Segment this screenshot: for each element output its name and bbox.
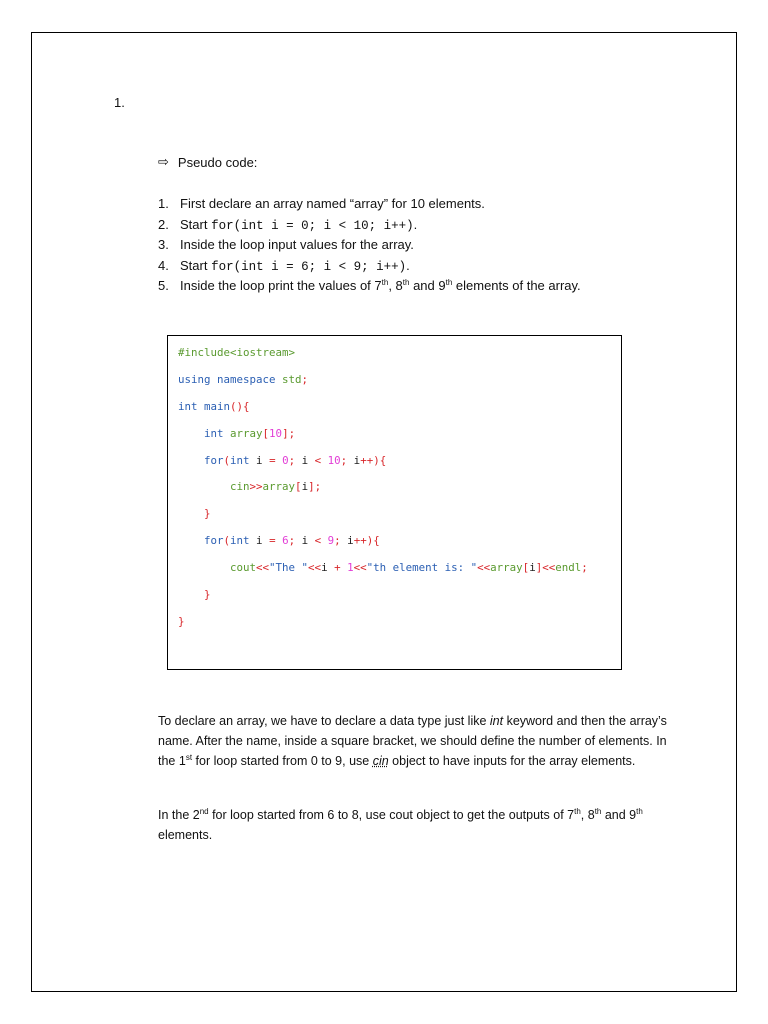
code-token: int bbox=[230, 453, 250, 467]
step-number: 4. bbox=[158, 257, 169, 273]
code-line bbox=[178, 394, 588, 421]
code-line bbox=[178, 555, 588, 582]
code-token: i bbox=[301, 453, 315, 467]
superscript: th bbox=[574, 807, 581, 816]
code-token: using namespace bbox=[178, 372, 276, 386]
superscript: st bbox=[185, 753, 193, 762]
code-line bbox=[178, 474, 588, 501]
code-token: << bbox=[542, 561, 556, 575]
step-number: 2. bbox=[158, 216, 169, 232]
code-token: ; bbox=[581, 561, 588, 575]
cin-keyword: cin bbox=[372, 754, 389, 768]
code-token: ]; bbox=[282, 426, 296, 440]
code-line bbox=[178, 421, 588, 448]
explanation-paragraph bbox=[158, 711, 668, 771]
paragraph-text: for loop started from 6 to 8, use cout object to get the outputs of 7 bbox=[208, 808, 575, 822]
step-text: elements of the array. bbox=[452, 278, 581, 293]
step-number: 5. bbox=[158, 278, 169, 293]
code-token: = bbox=[269, 453, 276, 467]
code-block bbox=[167, 335, 622, 670]
code-token: array bbox=[262, 480, 296, 494]
paragraph-text: To declare an array, we have to declare a data type just like bbox=[158, 714, 490, 728]
code-token: i bbox=[301, 534, 315, 548]
code-token: [ bbox=[522, 561, 530, 575]
step-text: Inside the loop input values for the array. bbox=[180, 237, 414, 252]
step-number: 1. bbox=[158, 196, 169, 211]
code-token: >> bbox=[249, 480, 263, 494]
code-token: "th element is: " bbox=[366, 561, 478, 575]
code-token: = bbox=[269, 534, 276, 548]
code-token: ; bbox=[288, 534, 302, 548]
code-token: ]; bbox=[308, 480, 322, 494]
step-code: for(int i = 0; i < 10; i++) bbox=[211, 218, 414, 233]
code-token: + bbox=[334, 561, 341, 575]
code-line bbox=[178, 448, 588, 475]
code-token: 6 bbox=[275, 534, 289, 548]
code-token: cin bbox=[178, 480, 250, 494]
step-item bbox=[158, 256, 581, 277]
int-keyword: int bbox=[489, 714, 504, 728]
code-token: << bbox=[353, 561, 367, 575]
code-token: int bbox=[178, 426, 224, 440]
code-token: } bbox=[178, 507, 211, 521]
superscript: th bbox=[636, 807, 643, 816]
code-token: 10 bbox=[269, 426, 283, 440]
code-token: ; bbox=[340, 453, 354, 467]
paragraph-text: keyword and then the array’s name. After the name, inside a square bracket, we should define the number of elements. In the 1 bbox=[158, 714, 667, 768]
code-token: < bbox=[314, 453, 322, 467]
explanation-paragraph bbox=[158, 805, 668, 845]
code-token: (){ bbox=[230, 399, 250, 413]
code-token: << bbox=[308, 561, 322, 575]
code-token: 0 bbox=[275, 453, 289, 467]
code-line bbox=[178, 582, 588, 609]
paragraph-text: , 8 bbox=[580, 808, 595, 822]
code-token: i bbox=[249, 534, 270, 548]
code-token: 10 bbox=[321, 453, 341, 467]
pseudo-code-heading bbox=[158, 154, 257, 170]
step-code: for(int i = 6; i < 9; i++) bbox=[211, 259, 407, 274]
code-token: << bbox=[256, 561, 270, 575]
code-token: } bbox=[178, 588, 211, 602]
code-token: cout bbox=[178, 561, 257, 575]
step-text: Start bbox=[180, 257, 212, 273]
code-listing bbox=[178, 340, 588, 636]
code-token: for bbox=[178, 453, 224, 467]
step-text: Start bbox=[180, 216, 212, 232]
step-text: . bbox=[413, 216, 418, 232]
code-line bbox=[178, 501, 588, 528]
paragraph-text: In the 2 bbox=[158, 808, 200, 822]
code-token: 9 bbox=[321, 534, 335, 548]
step-item bbox=[158, 276, 581, 297]
code-line bbox=[178, 609, 588, 636]
step-text: , 8 bbox=[388, 278, 403, 293]
paragraph-text: for loop started from 0 to 9, use bbox=[192, 754, 373, 768]
code-token: for bbox=[178, 534, 224, 548]
code-token: i bbox=[347, 534, 354, 548]
pseudo-code-title: Pseudo code: bbox=[177, 154, 258, 170]
code-token: < bbox=[314, 534, 322, 548]
superscript: th bbox=[381, 278, 389, 287]
step-text: and 9 bbox=[409, 278, 446, 293]
code-token: i bbox=[301, 480, 309, 494]
paragraph-text: and 9 bbox=[601, 808, 637, 822]
code-token: ( bbox=[223, 534, 231, 548]
code-token: 1 bbox=[340, 561, 354, 575]
step-item bbox=[158, 215, 581, 236]
step-text: . bbox=[406, 257, 410, 273]
pseudo-code-steps bbox=[158, 194, 581, 297]
code-token: i bbox=[353, 453, 361, 467]
code-token: ; bbox=[288, 453, 302, 467]
step-item bbox=[158, 194, 581, 215]
code-token: ] bbox=[535, 561, 543, 575]
superscript: th bbox=[402, 278, 410, 287]
code-token: int bbox=[230, 534, 250, 548]
step-text: First declare an array named “array” for 10 elements. bbox=[180, 196, 485, 211]
code-token: << bbox=[477, 561, 491, 575]
superscript: nd bbox=[199, 807, 209, 816]
code-line bbox=[178, 528, 588, 555]
code-token: ++){ bbox=[353, 534, 380, 548]
code-token: std bbox=[275, 372, 302, 386]
paragraph-text: elements. bbox=[158, 828, 213, 842]
question-number: 1. bbox=[114, 95, 125, 110]
code-token: i bbox=[321, 561, 335, 575]
code-token: } bbox=[178, 614, 185, 628]
code-token: ( bbox=[223, 453, 231, 467]
code-token: #include<iostream> bbox=[178, 346, 296, 359]
step-item bbox=[158, 235, 581, 256]
code-token: i bbox=[529, 561, 536, 575]
code-line bbox=[178, 340, 588, 367]
code-token: ++){ bbox=[360, 453, 387, 467]
superscript: th bbox=[445, 278, 453, 287]
step-text: Inside the loop print the values of 7 bbox=[180, 278, 382, 293]
arrow-right-icon: ⇨ bbox=[158, 154, 169, 169]
code-token: [ bbox=[262, 426, 270, 440]
code-token: ; bbox=[301, 372, 309, 386]
code-line bbox=[178, 367, 588, 394]
code-token: array bbox=[223, 426, 263, 440]
code-token: ; bbox=[334, 534, 348, 548]
code-token: int main bbox=[178, 399, 231, 413]
superscript: th bbox=[594, 807, 602, 816]
code-token: endl bbox=[555, 561, 582, 575]
code-token: [ bbox=[295, 480, 302, 494]
paragraph-text: object to have inputs for the array elements. bbox=[388, 754, 636, 768]
code-token: i bbox=[249, 453, 270, 467]
step-number: 3. bbox=[158, 237, 169, 252]
code-token: "The " bbox=[269, 561, 309, 575]
code-token: array bbox=[490, 561, 523, 575]
